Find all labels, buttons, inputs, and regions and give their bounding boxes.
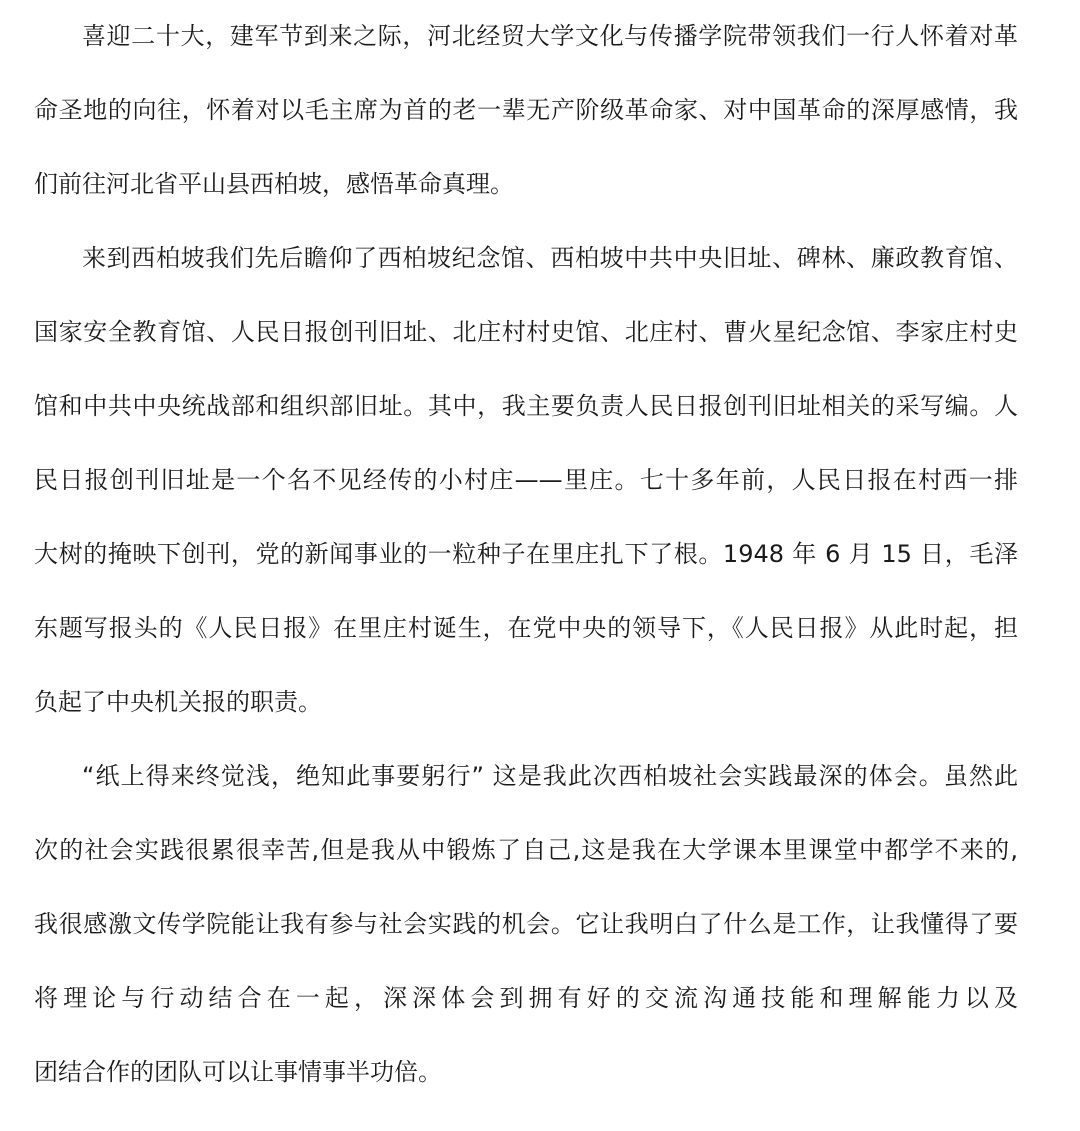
text-line: 我很感激文传学院能让我有参与社会实践的机会。它让我明白了什么是工作，让我懂得了要: [34, 910, 1018, 938]
text-line: 民日报创刊旧址是一个名不见经传的小村庄——里庄。七十多年前，人民日报在村西一排: [34, 466, 1018, 494]
text-line: 喜迎二十大，建军节到来之际，河北经贸大学文化与传播学院带领我们一行人怀着对革: [82, 22, 1018, 50]
text-line: 东题写报头的《人民日报》在里庄村诞生，在党中央的领导下，《人民日报》从此时起，担: [34, 614, 1018, 642]
text-line: 大树的掩映下创刊，党的新闻事业的一粒种子在里庄扎下了根。1948 年 6 月 15 日，毛泽: [34, 540, 1018, 568]
text-line: 命圣地的向往，怀着对以毛主席为首的老一辈无产阶级革命家、对中国革命的深厚感情，我: [34, 96, 1018, 124]
text-line: 们前往河北省平山县西柏坡，感悟革命真理。: [34, 170, 514, 198]
text-line: 国家安全教育馆、人民日报创刊旧址、北庄村村史馆、北庄村、曹火星纪念馆、李家庄村史: [34, 318, 1018, 346]
text-line: 团结合作的团队可以让事情事半功倍。: [34, 1058, 442, 1086]
text-line: 次的社会实践很累很幸苦,但是我从中锻炼了自己,这是我在大学课本里课堂中都学不来的,: [34, 836, 1018, 864]
text-line: 将理论与行动结合在一起，深深体会到拥有好的交流沟通技能和理解能力以及: [34, 984, 1018, 1012]
text-line: 负起了中央机关报的职责。: [34, 688, 322, 716]
text-line: 馆和中共中央统战部和组织部旧址。其中，我主要负责人民日报创刊旧址相关的采写编。人: [34, 392, 1018, 420]
text-line: 来到西柏坡我们先后瞻仰了西柏坡纪念馆、西柏坡中共中央旧址、碑林、廉政教育馆、: [82, 244, 1018, 272]
text-line: “纸上得来终觉浅，绝知此事要躬行” 这是我此次西柏坡社会实践最深的体会。虽然此: [82, 762, 1018, 790]
